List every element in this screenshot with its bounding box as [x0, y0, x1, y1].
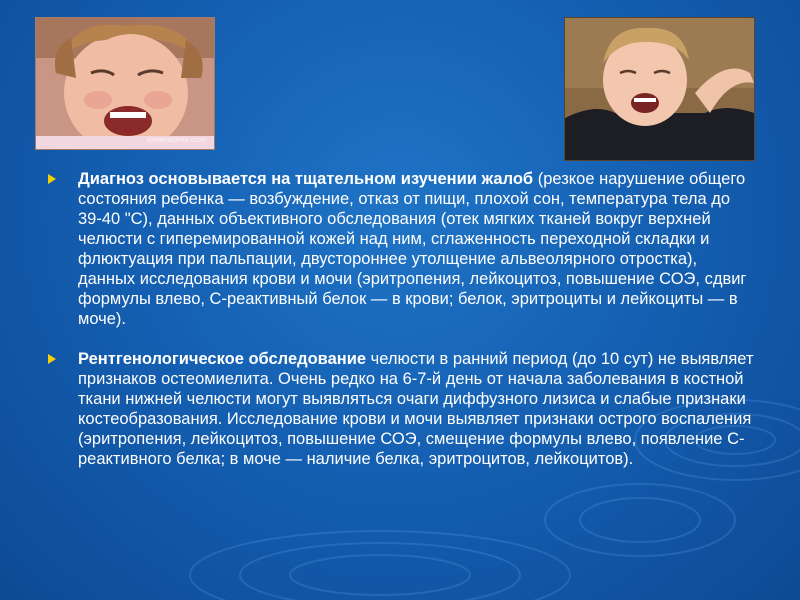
bullet-text: челюсти в ранний период (до 10 сут) не выявляет признаков остеомиелита. Очень редко на 6-7-й день от начала заболевания в костной ткани нижней челюсти могут выявляться очаги диффузного лизиса и слабые признаки костеобразования. Исследование крови и мочи выявляет признаки острого воспаления (эритропения, лейкоцитоз, повышение СОЭ, смещение формулы влево, появление С-реактивного белка; в моче — наличие белка, эритроцитов, лейкоцитов). [78, 350, 754, 468]
bullet-text: (резкое нарушение общего состояния ребенка — возбуждение, отказ от пищи, плохой сон, температура тела до 39-40 "С), данных объективного обследования (отек мягких тканей вокруг верхней челюсти с гиперемированной кожей над ним, сглаженность переходной складки и флюктуация при пальпации, двустороннее утолщение альвеолярного отростка), данных исследования крови и мочи (эритропения, лейкоцитоз, повышение СОЭ, сдвиг формулы влево, С-реактивный белок — в крови; белок, эритроциты и лейкоциты — в моче). [78, 170, 747, 328]
arrow-bullet-icon [48, 174, 56, 184]
bullet-heading: Диагноз основывается на тщательном изучении жалоб [78, 170, 534, 188]
bullet-diagnosis [48, 169, 758, 329]
watermark-text: dreamstime.com [146, 136, 206, 144]
slide-content [48, 169, 758, 489]
bullet-heading: Рентгенологическое обследование [78, 350, 367, 368]
arrow-bullet-icon [48, 354, 56, 364]
crying-toddler-photo [35, 17, 215, 150]
crying-boy-photo [564, 17, 755, 161]
bullet-xray [48, 349, 758, 469]
